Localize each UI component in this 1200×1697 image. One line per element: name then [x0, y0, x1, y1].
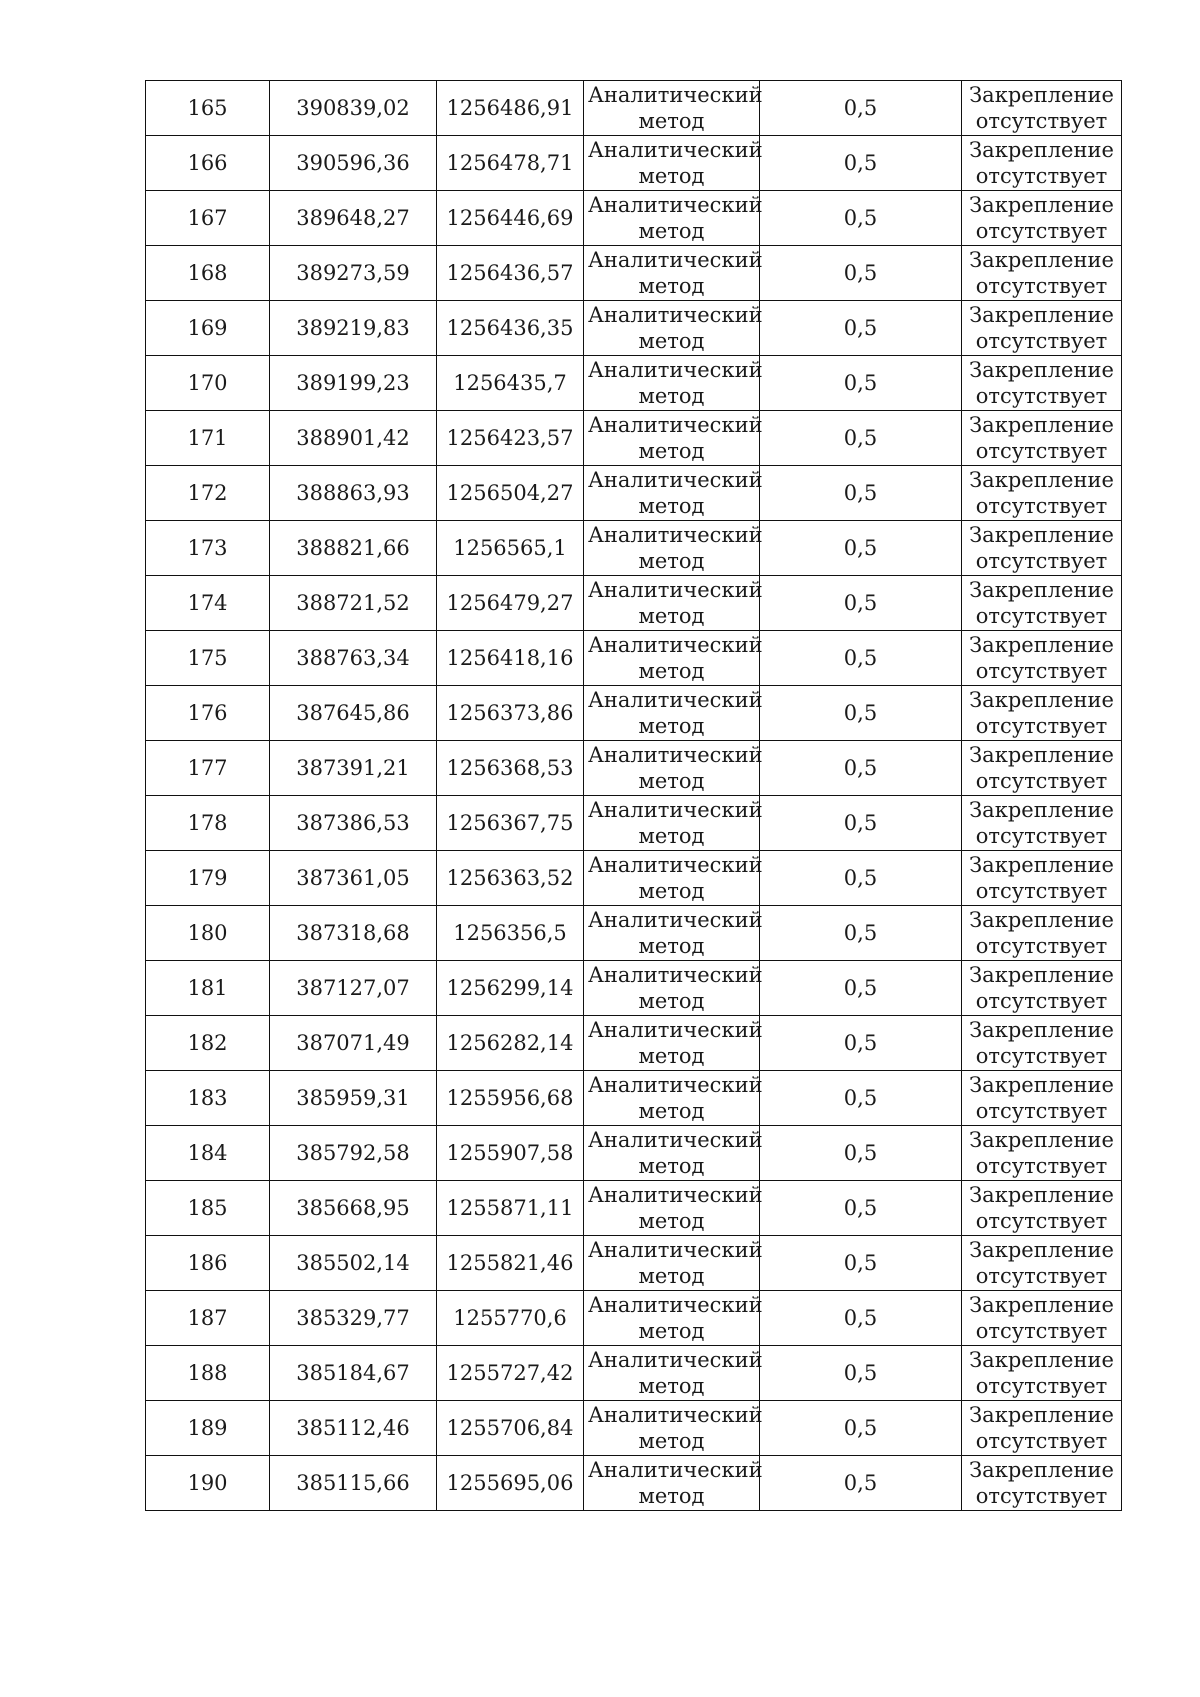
point-number-cell: 167	[146, 191, 270, 246]
fixing-description-cell: Закрепление отсутствует	[962, 191, 1122, 246]
y-coordinate-cell: 1255770,6	[437, 1291, 584, 1346]
accuracy-cell: 0,5	[760, 961, 962, 1016]
method-cell: Аналитический метод	[584, 301, 760, 356]
accuracy-cell: 0,5	[760, 851, 962, 906]
y-coordinate-cell: 1255871,11	[437, 1181, 584, 1236]
method-cell: Аналитический метод	[584, 906, 760, 961]
y-coordinate-cell: 1256356,5	[437, 906, 584, 961]
method-cell: Аналитический метод	[584, 466, 760, 521]
y-coordinate-cell: 1256478,71	[437, 136, 584, 191]
accuracy-cell: 0,5	[760, 1236, 962, 1291]
accuracy-cell: 0,5	[760, 466, 962, 521]
x-coordinate-cell: 385115,66	[270, 1456, 437, 1511]
point-number-cell: 169	[146, 301, 270, 356]
accuracy-cell: 0,5	[760, 906, 962, 961]
table-row	[146, 1291, 1122, 1346]
y-coordinate-cell: 1255727,42	[437, 1346, 584, 1401]
y-coordinate-cell: 1255821,46	[437, 1236, 584, 1291]
fixing-description-cell: Закрепление отсутствует	[962, 81, 1122, 136]
x-coordinate-cell: 385502,14	[270, 1236, 437, 1291]
accuracy-cell: 0,5	[760, 1456, 962, 1511]
x-coordinate-cell: 385329,77	[270, 1291, 437, 1346]
fixing-description-cell: Закрепление отсутствует	[962, 301, 1122, 356]
table-row	[146, 1071, 1122, 1126]
accuracy-cell: 0,5	[760, 246, 962, 301]
x-coordinate-cell: 387361,05	[270, 851, 437, 906]
table-row	[146, 1456, 1122, 1511]
point-number-cell: 176	[146, 686, 270, 741]
point-number-cell: 189	[146, 1401, 270, 1456]
table-row	[146, 1181, 1122, 1236]
x-coordinate-cell: 389648,27	[270, 191, 437, 246]
fixing-description-cell: Закрепление отсутствует	[962, 356, 1122, 411]
point-number-cell: 182	[146, 1016, 270, 1071]
point-number-cell: 166	[146, 136, 270, 191]
method-cell: Аналитический метод	[584, 191, 760, 246]
x-coordinate-cell: 389273,59	[270, 246, 437, 301]
fixing-description-cell: Закрепление отсутствует	[962, 1016, 1122, 1071]
method-cell: Аналитический метод	[584, 1181, 760, 1236]
y-coordinate-cell: 1256373,86	[437, 686, 584, 741]
x-coordinate-cell: 388863,93	[270, 466, 437, 521]
y-coordinate-cell: 1256363,52	[437, 851, 584, 906]
x-coordinate-cell: 387391,21	[270, 741, 437, 796]
accuracy-cell: 0,5	[760, 411, 962, 466]
table-row	[146, 81, 1122, 136]
accuracy-cell: 0,5	[760, 1126, 962, 1181]
fixing-description-cell: Закрепление отсутствует	[962, 906, 1122, 961]
table-row	[146, 136, 1122, 191]
accuracy-cell: 0,5	[760, 191, 962, 246]
point-number-cell: 177	[146, 741, 270, 796]
table-row	[146, 301, 1122, 356]
x-coordinate-cell: 385184,67	[270, 1346, 437, 1401]
point-number-cell: 190	[146, 1456, 270, 1511]
accuracy-cell: 0,5	[760, 136, 962, 191]
point-number-cell: 184	[146, 1126, 270, 1181]
y-coordinate-cell: 1256368,53	[437, 741, 584, 796]
point-number-cell: 170	[146, 356, 270, 411]
fixing-description-cell: Закрепление отсутствует	[962, 466, 1122, 521]
fixing-description-cell: Закрепление отсутствует	[962, 1291, 1122, 1346]
point-number-cell: 171	[146, 411, 270, 466]
table-row	[146, 961, 1122, 1016]
fixing-description-cell: Закрепление отсутствует	[962, 576, 1122, 631]
fixing-description-cell: Закрепление отсутствует	[962, 631, 1122, 686]
x-coordinate-cell: 385668,95	[270, 1181, 437, 1236]
table-row	[146, 1016, 1122, 1071]
fixing-description-cell: Закрепление отсутствует	[962, 411, 1122, 466]
method-cell: Аналитический метод	[584, 796, 760, 851]
method-cell: Аналитический метод	[584, 1126, 760, 1181]
fixing-description-cell: Закрепление отсутствует	[962, 1181, 1122, 1236]
fixing-description-cell: Закрепление отсутствует	[962, 521, 1122, 576]
x-coordinate-cell: 387318,68	[270, 906, 437, 961]
method-cell: Аналитический метод	[584, 576, 760, 631]
point-number-cell: 188	[146, 1346, 270, 1401]
coordinates-table-body	[146, 81, 1122, 1511]
method-cell: Аналитический метод	[584, 961, 760, 1016]
method-cell: Аналитический метод	[584, 356, 760, 411]
point-number-cell: 174	[146, 576, 270, 631]
fixing-description-cell: Закрепление отсутствует	[962, 1346, 1122, 1401]
x-coordinate-cell: 387386,53	[270, 796, 437, 851]
table-row	[146, 466, 1122, 521]
accuracy-cell: 0,5	[760, 356, 962, 411]
table-row	[146, 741, 1122, 796]
table-row	[146, 1401, 1122, 1456]
fixing-description-cell: Закрепление отсутствует	[962, 1401, 1122, 1456]
table-row	[146, 906, 1122, 961]
table-row	[146, 1126, 1122, 1181]
fixing-description-cell: Закрепление отсутствует	[962, 741, 1122, 796]
x-coordinate-cell: 389199,23	[270, 356, 437, 411]
y-coordinate-cell: 1256436,35	[437, 301, 584, 356]
fixing-description-cell: Закрепление отсутствует	[962, 796, 1122, 851]
x-coordinate-cell: 387071,49	[270, 1016, 437, 1071]
accuracy-cell: 0,5	[760, 1181, 962, 1236]
table-row	[146, 851, 1122, 906]
point-number-cell: 180	[146, 906, 270, 961]
table-row	[146, 246, 1122, 301]
accuracy-cell: 0,5	[760, 631, 962, 686]
accuracy-cell: 0,5	[760, 301, 962, 356]
y-coordinate-cell: 1256565,1	[437, 521, 584, 576]
method-cell: Аналитический метод	[584, 1236, 760, 1291]
fixing-description-cell: Закрепление отсутствует	[962, 246, 1122, 301]
table-row	[146, 576, 1122, 631]
accuracy-cell: 0,5	[760, 686, 962, 741]
table-row	[146, 521, 1122, 576]
accuracy-cell: 0,5	[760, 1071, 962, 1126]
fixing-description-cell: Закрепление отсутствует	[962, 686, 1122, 741]
point-number-cell: 173	[146, 521, 270, 576]
y-coordinate-cell: 1255706,84	[437, 1401, 584, 1456]
x-coordinate-cell: 389219,83	[270, 301, 437, 356]
y-coordinate-cell: 1256436,57	[437, 246, 584, 301]
table-row	[146, 356, 1122, 411]
y-coordinate-cell: 1255907,58	[437, 1126, 584, 1181]
fixing-description-cell: Закрепление отсутствует	[962, 961, 1122, 1016]
table-row	[146, 631, 1122, 686]
point-number-cell: 172	[146, 466, 270, 521]
point-number-cell: 179	[146, 851, 270, 906]
x-coordinate-cell: 390839,02	[270, 81, 437, 136]
point-number-cell: 183	[146, 1071, 270, 1126]
point-number-cell: 186	[146, 1236, 270, 1291]
x-coordinate-cell: 388901,42	[270, 411, 437, 466]
method-cell: Аналитический метод	[584, 851, 760, 906]
y-coordinate-cell: 1256299,14	[437, 961, 584, 1016]
fixing-description-cell: Закрепление отсутствует	[962, 1456, 1122, 1511]
fixing-description-cell: Закрепление отсутствует	[962, 1236, 1122, 1291]
point-number-cell: 185	[146, 1181, 270, 1236]
method-cell: Аналитический метод	[584, 246, 760, 301]
method-cell: Аналитический метод	[584, 1346, 760, 1401]
table-row	[146, 411, 1122, 466]
point-number-cell: 175	[146, 631, 270, 686]
accuracy-cell: 0,5	[760, 1291, 962, 1346]
y-coordinate-cell: 1256486,91	[437, 81, 584, 136]
point-number-cell: 165	[146, 81, 270, 136]
table-row	[146, 796, 1122, 851]
method-cell: Аналитический метод	[584, 741, 760, 796]
accuracy-cell: 0,5	[760, 1401, 962, 1456]
method-cell: Аналитический метод	[584, 1401, 760, 1456]
accuracy-cell: 0,5	[760, 796, 962, 851]
y-coordinate-cell: 1255695,06	[437, 1456, 584, 1511]
method-cell: Аналитический метод	[584, 631, 760, 686]
method-cell: Аналитический метод	[584, 136, 760, 191]
method-cell: Аналитический метод	[584, 686, 760, 741]
x-coordinate-cell: 385112,46	[270, 1401, 437, 1456]
x-coordinate-cell: 387127,07	[270, 961, 437, 1016]
fixing-description-cell: Закрепление отсутствует	[962, 1071, 1122, 1126]
table-row	[146, 686, 1122, 741]
x-coordinate-cell: 388821,66	[270, 521, 437, 576]
method-cell: Аналитический метод	[584, 1016, 760, 1071]
method-cell: Аналитический метод	[584, 1291, 760, 1346]
point-number-cell: 178	[146, 796, 270, 851]
accuracy-cell: 0,5	[760, 521, 962, 576]
coordinates-table	[145, 80, 1122, 1511]
point-number-cell: 181	[146, 961, 270, 1016]
point-number-cell: 187	[146, 1291, 270, 1346]
y-coordinate-cell: 1255956,68	[437, 1071, 584, 1126]
y-coordinate-cell: 1256479,27	[437, 576, 584, 631]
method-cell: Аналитический метод	[584, 521, 760, 576]
x-coordinate-cell: 385792,58	[270, 1126, 437, 1181]
table-row	[146, 191, 1122, 246]
x-coordinate-cell: 390596,36	[270, 136, 437, 191]
y-coordinate-cell: 1256282,14	[437, 1016, 584, 1071]
table-row	[146, 1236, 1122, 1291]
x-coordinate-cell: 388763,34	[270, 631, 437, 686]
y-coordinate-cell: 1256423,57	[437, 411, 584, 466]
method-cell: Аналитический метод	[584, 1071, 760, 1126]
y-coordinate-cell: 1256418,16	[437, 631, 584, 686]
method-cell: Аналитический метод	[584, 1456, 760, 1511]
x-coordinate-cell: 385959,31	[270, 1071, 437, 1126]
method-cell: Аналитический метод	[584, 81, 760, 136]
fixing-description-cell: Закрепление отсутствует	[962, 136, 1122, 191]
fixing-description-cell: Закрепление отсутствует	[962, 851, 1122, 906]
point-number-cell: 168	[146, 246, 270, 301]
y-coordinate-cell: 1256504,27	[437, 466, 584, 521]
y-coordinate-cell: 1256367,75	[437, 796, 584, 851]
fixing-description-cell: Закрепление отсутствует	[962, 1126, 1122, 1181]
x-coordinate-cell: 388721,52	[270, 576, 437, 631]
y-coordinate-cell: 1256435,7	[437, 356, 584, 411]
table-row	[146, 1346, 1122, 1401]
accuracy-cell: 0,5	[760, 576, 962, 631]
y-coordinate-cell: 1256446,69	[437, 191, 584, 246]
accuracy-cell: 0,5	[760, 741, 962, 796]
x-coordinate-cell: 387645,86	[270, 686, 437, 741]
accuracy-cell: 0,5	[760, 81, 962, 136]
method-cell: Аналитический метод	[584, 411, 760, 466]
accuracy-cell: 0,5	[760, 1346, 962, 1401]
accuracy-cell: 0,5	[760, 1016, 962, 1071]
